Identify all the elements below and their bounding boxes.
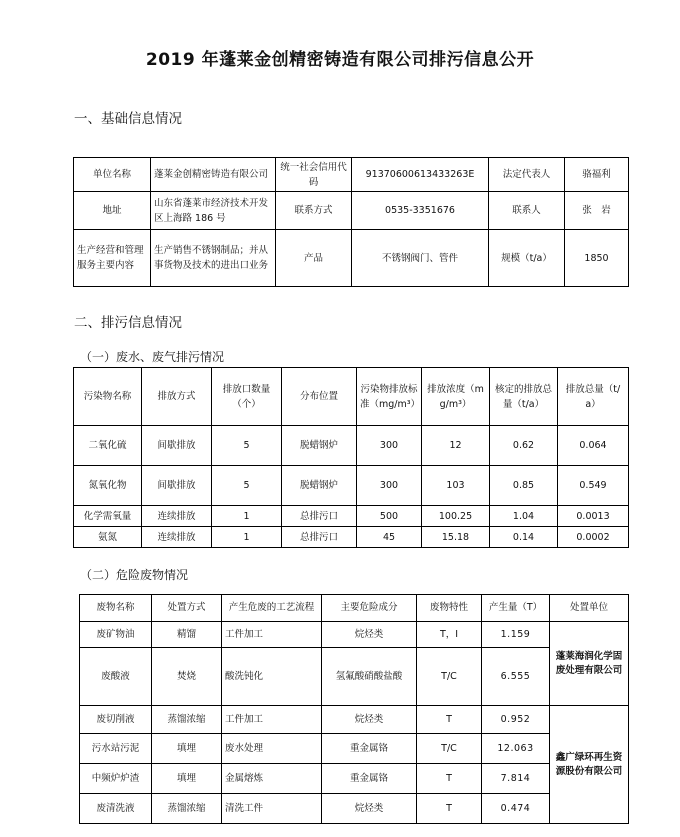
table-cell: 酸洗钝化 bbox=[222, 648, 322, 706]
table-cell: T bbox=[417, 764, 482, 794]
table-cell: 烷烃类 bbox=[322, 622, 417, 648]
table-cell: 废水处理 bbox=[222, 734, 322, 764]
table-cell: 91370600613433263E bbox=[352, 158, 489, 192]
table-cell: 废切削液 bbox=[80, 706, 152, 734]
table-cell: 烷烃类 bbox=[322, 794, 417, 824]
table-cell: 15.18 bbox=[422, 527, 490, 548]
table-row bbox=[80, 706, 629, 734]
table-cell: 0.0013 bbox=[558, 506, 629, 527]
table-cell: 中频炉炉渣 bbox=[80, 764, 152, 794]
table-row bbox=[74, 466, 629, 506]
subsection-water-gas-heading: （一）废水、废气排污情况 bbox=[80, 350, 225, 364]
table-cell: 规模（t/a） bbox=[489, 230, 565, 287]
table-cell: 烷烃类 bbox=[322, 706, 417, 734]
table-cell: 蒸馏浓缩 bbox=[152, 794, 222, 824]
table-cell: 300 bbox=[357, 426, 422, 466]
column-header: 分布位置 bbox=[282, 368, 357, 426]
table-cell: 废清洗液 bbox=[80, 794, 152, 824]
table-cell: 连续排放 bbox=[142, 506, 212, 527]
table-cell: 0.0002 bbox=[558, 527, 629, 548]
table-cell: 0.952 bbox=[482, 706, 550, 734]
table-cell: 焚烧 bbox=[152, 648, 222, 706]
column-header: 排放总量（t/a） bbox=[558, 368, 629, 426]
column-header: 产生量（T） bbox=[482, 595, 550, 622]
table-cell: 张 岩 bbox=[565, 192, 629, 230]
table-cell: 山东省蓬莱市经济技术开发区上海路 186 号 bbox=[151, 192, 276, 230]
table-cell: 生产销售不锈钢制品；并从事货物及技术的进出口业务 bbox=[151, 230, 276, 287]
table-cell: 总排污口 bbox=[282, 506, 357, 527]
table-cell: 氢氟酸硝酸盐酸 bbox=[322, 648, 417, 706]
table-cell: 5 bbox=[212, 466, 282, 506]
table-cell: 联系方式 bbox=[276, 192, 352, 230]
table-cell: 地址 bbox=[74, 192, 151, 230]
column-header: 排放浓度（mg/m³） bbox=[422, 368, 490, 426]
table-row bbox=[74, 506, 629, 527]
disposal-unit-cell: 蓬莱海润化学固废处理有限公司 bbox=[550, 622, 629, 706]
table-cell: 1 bbox=[212, 506, 282, 527]
table-cell: 重金属铬 bbox=[322, 764, 417, 794]
table-cell: 法定代表人 bbox=[489, 158, 565, 192]
table-cell: T bbox=[417, 706, 482, 734]
column-header: 产生危废的工艺流程 bbox=[222, 595, 322, 622]
table-cell: 脱蜡钢炉 bbox=[282, 466, 357, 506]
section-basic-heading: 一、基础信息情况 bbox=[74, 111, 182, 127]
table-cell: 蓬莱金创精密铸造有限公司 bbox=[151, 158, 276, 192]
table-cell: 1.04 bbox=[490, 506, 558, 527]
table-cell: 化学需氧量 bbox=[74, 506, 142, 527]
table-cell: 氨氮 bbox=[74, 527, 142, 548]
table-cell: T/C bbox=[417, 648, 482, 706]
table-row bbox=[74, 192, 629, 230]
table-cell: T，I bbox=[417, 622, 482, 648]
table-cell: 103 bbox=[422, 466, 490, 506]
table-cell: 500 bbox=[357, 506, 422, 527]
table-cell: 污水站污泥 bbox=[80, 734, 152, 764]
table-cell: 联系人 bbox=[489, 192, 565, 230]
table-cell: 工件加工 bbox=[222, 706, 322, 734]
column-header: 污染物名称 bbox=[74, 368, 142, 426]
column-header: 主要危险成分 bbox=[322, 595, 417, 622]
table-cell: 产品 bbox=[276, 230, 352, 287]
column-header: 排放方式 bbox=[142, 368, 212, 426]
table-cell: 100.25 bbox=[422, 506, 490, 527]
table-row bbox=[74, 158, 629, 192]
table-cell: 脱蜡钢炉 bbox=[282, 426, 357, 466]
column-header: 废物特性 bbox=[417, 595, 482, 622]
table-cell: 蒸馏浓缩 bbox=[152, 706, 222, 734]
table-row bbox=[80, 648, 629, 706]
hazardous-waste-table bbox=[79, 594, 629, 824]
column-header: 废物名称 bbox=[80, 595, 152, 622]
column-header: 处置单位 bbox=[550, 595, 629, 622]
table-cell: 0.14 bbox=[490, 527, 558, 548]
table-header-row bbox=[74, 368, 629, 426]
table-row bbox=[80, 764, 629, 794]
table-cell: 7.814 bbox=[482, 764, 550, 794]
table-cell: 生产经营和管理服务主要内容 bbox=[74, 230, 151, 287]
table-cell: 重金属铬 bbox=[322, 734, 417, 764]
table-row bbox=[80, 794, 629, 824]
section-pollution-heading: 二、排污信息情况 bbox=[74, 315, 182, 331]
column-header: 污染物排放标准（mg/m³） bbox=[357, 368, 422, 426]
table-cell: 0.474 bbox=[482, 794, 550, 824]
table-cell: 1 bbox=[212, 527, 282, 548]
table-cell: 填埋 bbox=[152, 764, 222, 794]
table-cell: 清洗工件 bbox=[222, 794, 322, 824]
table-cell: 间歇排放 bbox=[142, 466, 212, 506]
table-cell: 0535-3351676 bbox=[352, 192, 489, 230]
table-row bbox=[80, 734, 629, 764]
table-cell: 0.85 bbox=[490, 466, 558, 506]
table-cell: 废矿物油 bbox=[80, 622, 152, 648]
table-cell: T/C bbox=[417, 734, 482, 764]
table-cell: 填埋 bbox=[152, 734, 222, 764]
table-cell: 45 bbox=[357, 527, 422, 548]
table-cell: 废酸液 bbox=[80, 648, 152, 706]
column-header: 处置方式 bbox=[152, 595, 222, 622]
table-row bbox=[74, 527, 629, 548]
emission-table bbox=[73, 367, 629, 548]
disposal-unit-cell: 鑫广绿环再生资源股份有限公司 bbox=[550, 706, 629, 824]
basic-info-table bbox=[73, 157, 629, 287]
table-cell: 工件加工 bbox=[222, 622, 322, 648]
table-cell: 骆福利 bbox=[565, 158, 629, 192]
table-cell: 0.549 bbox=[558, 466, 629, 506]
column-header: 核定的排放总量（t/a） bbox=[490, 368, 558, 426]
table-cell: 0.62 bbox=[490, 426, 558, 466]
table-cell: 5 bbox=[212, 426, 282, 466]
table-cell: 12 bbox=[422, 426, 490, 466]
table-cell: 单位名称 bbox=[74, 158, 151, 192]
table-cell: 12.063 bbox=[482, 734, 550, 764]
table-cell: 300 bbox=[357, 466, 422, 506]
table-cell: 精馏 bbox=[152, 622, 222, 648]
table-cell: T bbox=[417, 794, 482, 824]
table-cell: 1850 bbox=[565, 230, 629, 287]
table-cell: 1.159 bbox=[482, 622, 550, 648]
table-row bbox=[80, 622, 629, 648]
table-cell: 不锈钢阀门、管件 bbox=[352, 230, 489, 287]
table-cell: 统一社会信用代码 bbox=[276, 158, 352, 192]
table-cell: 氮氧化物 bbox=[74, 466, 142, 506]
table-cell: 间歇排放 bbox=[142, 426, 212, 466]
table-cell: 二氧化硫 bbox=[74, 426, 142, 466]
table-cell: 金属熔炼 bbox=[222, 764, 322, 794]
table-row bbox=[74, 230, 629, 287]
table-header-row bbox=[80, 595, 629, 622]
column-header: 排放口数量（个） bbox=[212, 368, 282, 426]
table-cell: 0.064 bbox=[558, 426, 629, 466]
page-title: 2019 年蓬莱金创精密铸造有限公司排污信息公开 bbox=[145, 50, 535, 70]
subsection-hazardous-heading: （二）危险废物情况 bbox=[80, 568, 189, 582]
table-row bbox=[74, 426, 629, 466]
table-cell: 总排污口 bbox=[282, 527, 357, 548]
table-cell: 连续排放 bbox=[142, 527, 212, 548]
table-cell: 6.555 bbox=[482, 648, 550, 706]
